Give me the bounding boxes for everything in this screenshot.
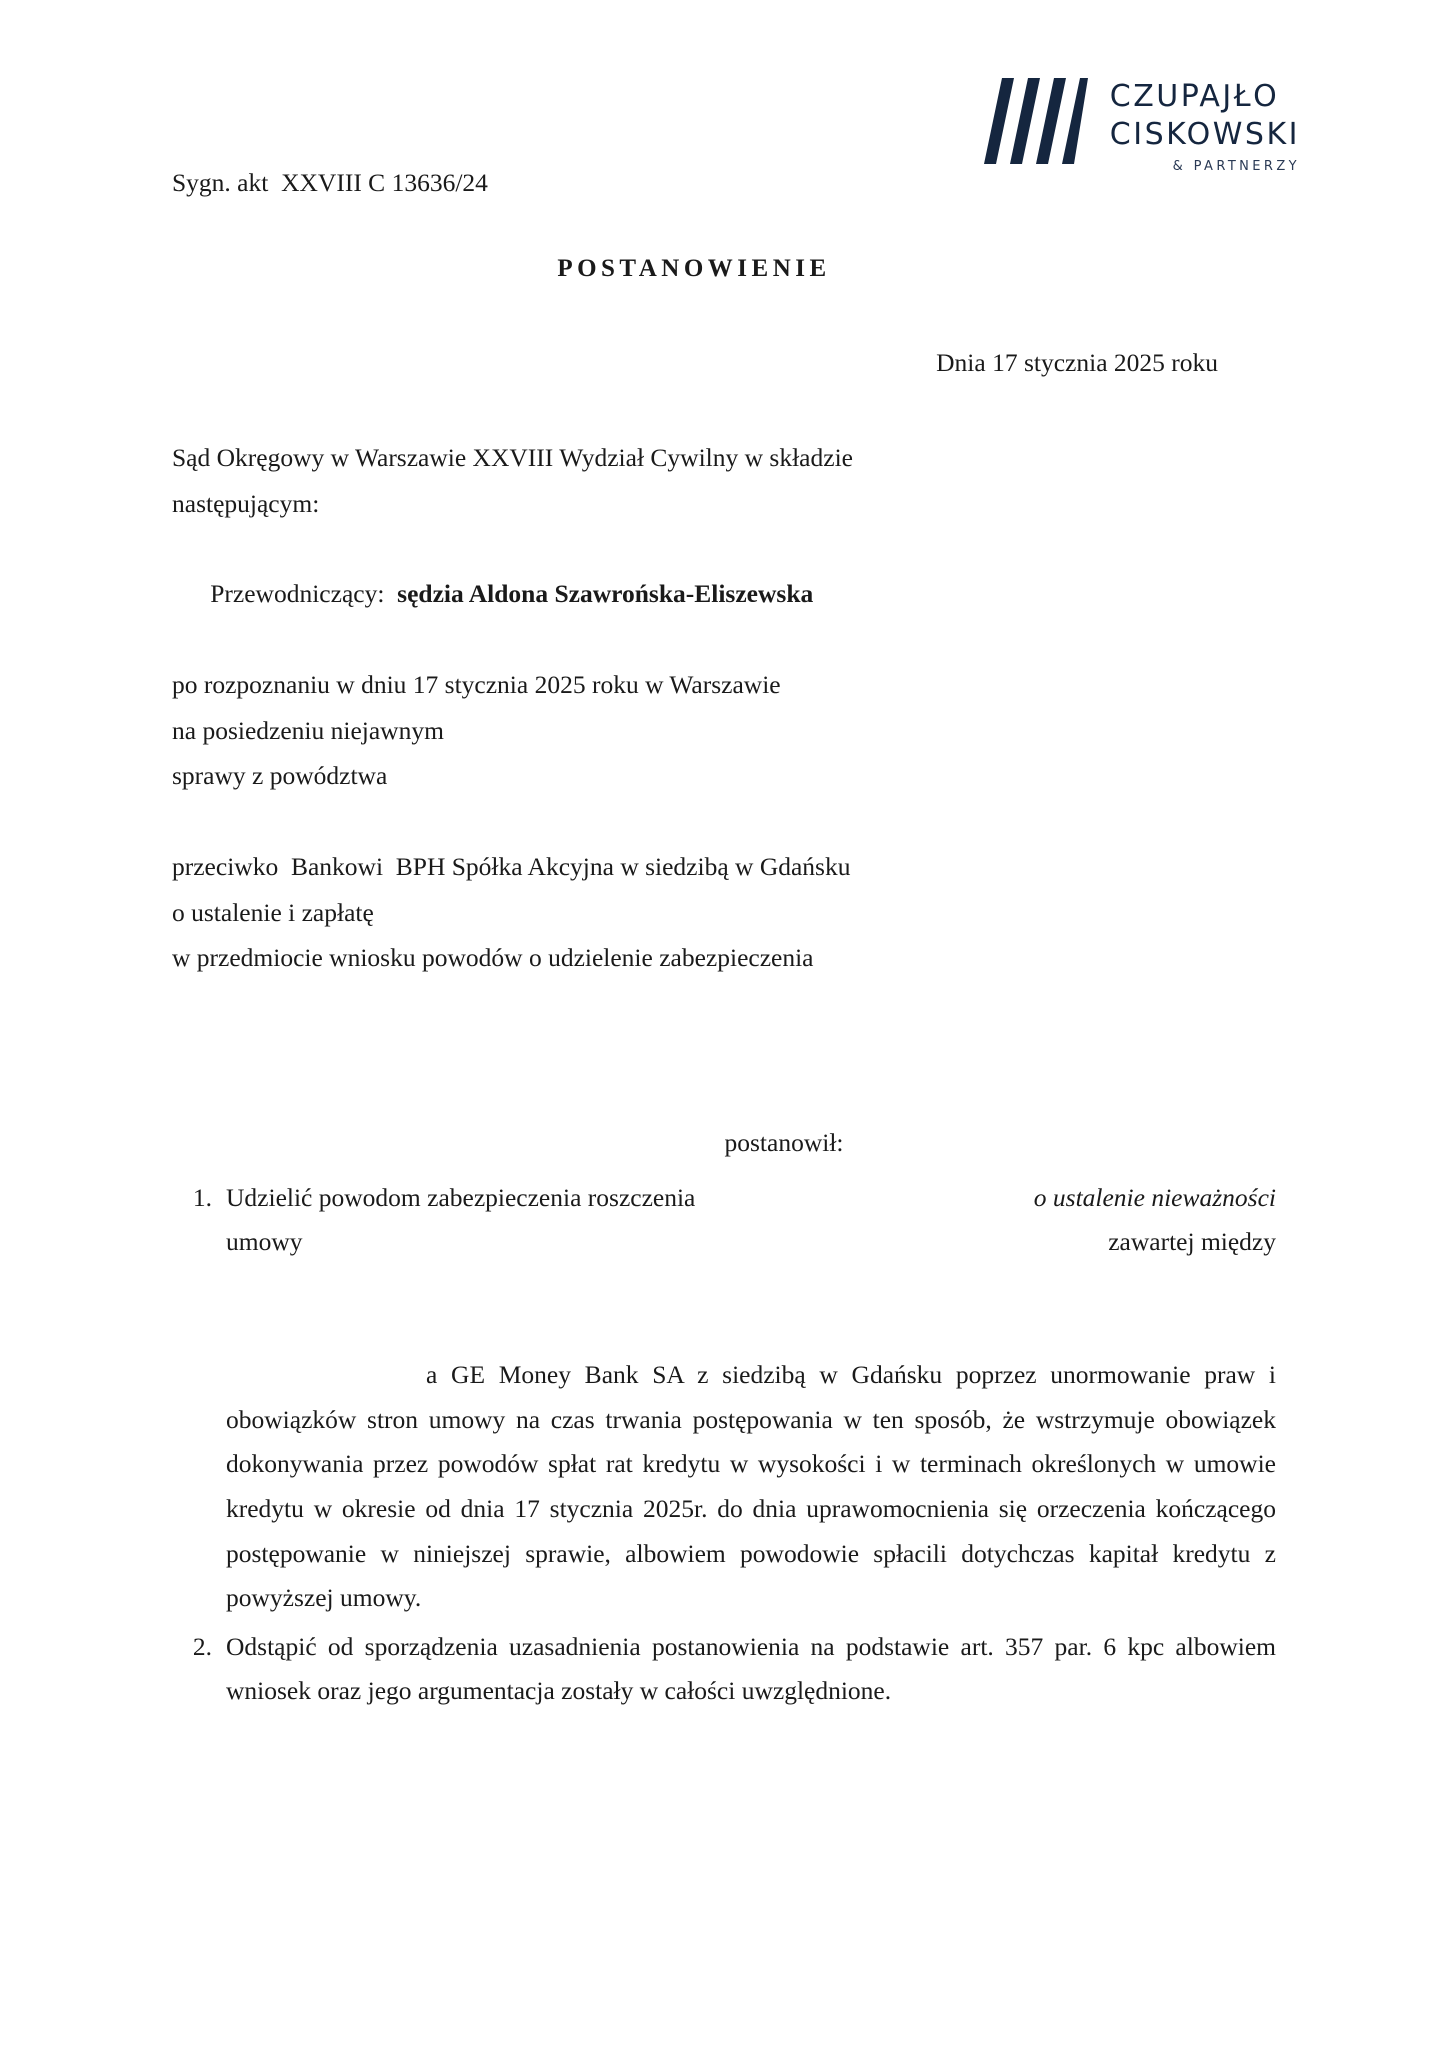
- chairperson-label: Przewodniczący:: [210, 579, 385, 609]
- item1-italic: o ustalenie nieważności: [1033, 1182, 1276, 1212]
- spacer-1: [172, 798, 1276, 844]
- spacer-2: [172, 980, 1276, 1120]
- list-item-number: 1.: [192, 1182, 212, 1212]
- spacer-3: [226, 1265, 1276, 1353]
- claim-line: o ustalenie i zapłatę: [172, 897, 374, 927]
- item1-body: a GE Money Bank SA z siedzibą w Gdańsku poprzez unormowanie praw i obowiązków stron umowy na czas trwania postępowania w ten sposób, że wstrzymuje obowiązek dokonywania przez powodów spłat rat kredytu w wysokości i w terminach określonych w umowie kredytu w okresie od dnia 17 stycznia 2025r. do dnia uprawomocnienia się orzeczenia kończącego postępowanie w niniejszej sprawie, albowiem powodowie spłacili dotychczas kapitał kredytu z powyższej umowy.: [226, 1360, 1276, 1613]
- chairperson-row: [172, 526, 1276, 662]
- document-date: Dnia 17 stycznia 2025 roku: [936, 347, 1218, 377]
- list-item-line-2: [226, 1220, 1276, 1265]
- court-line-2: następującym:: [172, 488, 320, 518]
- document-title: POSTANOWIENIE: [557, 255, 831, 283]
- case-number: Sygn. akt XXVIII C 13636/24: [172, 168, 488, 197]
- logo-line-3: & PARTNERZY: [1172, 159, 1300, 174]
- item2-body: Odstąpić od sporządzenia uzasadnienia postanowienia na podstawie art. 357 par. 6 kpc albowiem wniosek oraz jego argumentacja zostały w całości uwzględnione.: [226, 1631, 1276, 1706]
- logo-wordmark: [1110, 78, 1300, 173]
- item1-text-c: zawartej między: [1108, 1227, 1276, 1257]
- list-item-line-1: [226, 1176, 1276, 1221]
- document-body: [172, 160, 1276, 1718]
- item1-text-b: umowy: [226, 1227, 303, 1257]
- chairperson-name: sędzia Aldona Szawrońska-Eliszewska: [397, 579, 814, 609]
- list-item: [172, 1176, 1276, 1621]
- subject-line: w przedmiocie wniosku powodów o udzielenie zabezpieczenia: [172, 943, 814, 972]
- decided-label: postanowił:: [724, 1128, 844, 1158]
- session-type-line: na posiedzeniu niejawnym: [172, 715, 444, 745]
- list-item: [172, 1625, 1276, 1714]
- logo-line-1: CZUPAJŁO: [1109, 79, 1280, 114]
- list-item-number: 2.: [192, 1631, 212, 1661]
- logo-line-2: CISKOWSKI: [1109, 117, 1300, 152]
- court-line-1: Sąd Okręgowy w Warszawie XXVIII Wydział Cywilny w składzie: [172, 443, 853, 473]
- case-of-line: sprawy z powództwa: [172, 760, 388, 790]
- decision-list: [172, 1176, 1276, 1714]
- against-line: przeciwko Bankowi BPH Spółka Akcyjna w siedzibą w Gdańsku: [172, 852, 851, 882]
- logo-mark-icon: [984, 78, 1088, 164]
- firm-logo: [984, 78, 1300, 173]
- item1-text-a: Udzielić powodom zabezpieczenia roszczenia: [226, 1182, 696, 1212]
- after-hearing-line: po rozpoznaniu w dniu 17 stycznia 2025 roku w Warszawie: [172, 670, 781, 700]
